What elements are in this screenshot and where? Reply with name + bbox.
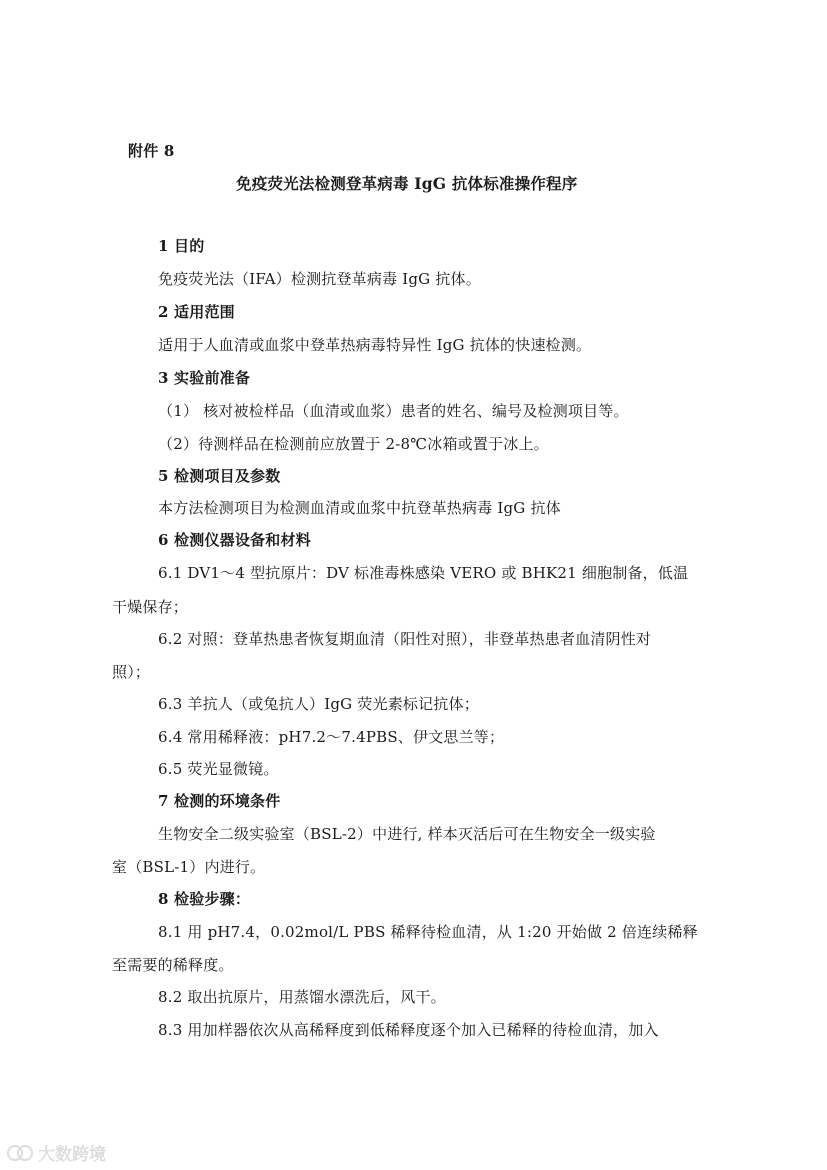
section-6-heading: 6 检测仪器设备和材料 [158,531,311,549]
section-3-heading: 3 实验前准备 [158,369,251,387]
section-3-item-2: （2）待测样品在检测前应放置于 2-8℃冰箱或置于冰上。 [158,435,549,453]
watermark [6,1140,106,1165]
section-8-1-line-1: 8.1 用 pH7.4，0.02mol/L PBS 稀释待检血清，从 1:20 开始做 2 倍连续稀释 [158,923,698,941]
section-7-line-1: 生物安全二级实验室（BSL-2）中进行, 样本灭活后可在生物安全一级实验 [158,825,656,843]
section-5-heading: 5 检测项目及参数 [158,467,281,485]
section-6-1-line-1: 6.1 DV1～4 型抗原片：DV 标准毒株感染 VERO 或 BHK21 细胞制备，低温 [158,564,689,582]
section-1-text: 免疫荧光法（IFA）检测抗登革病毒 IgG 抗体。 [158,270,481,288]
section-8-1-line-2: 至需要的稀释度。 [112,956,234,974]
section-6-3: 6.3 羊抗人（或兔抗人）IgG 荧光素标记抗体； [158,695,479,713]
attachment-label: 附件 8 [128,142,175,160]
section-3-item-1: （1） 核对被检样品（血清或血浆）患者的姓名、编号及检测项目等。 [158,402,629,420]
document-title: 免疫荧光法检测登革病毒 IgG 抗体标准操作程序 [236,174,578,193]
section-6-2-line-1: 6.2 对照：登革热患者恢复期血清（阳性对照），非登革热患者血清阴性对 [158,630,652,648]
section-5-text: 本方法检测项目为检测血清或血浆中抗登革热病毒 IgG 抗体 [158,499,561,517]
section-6-4: 6.4 常用稀释液：pH7.2～7.4PBS、伊文思兰等； [158,728,505,746]
section-7-heading: 7 检测的环境条件 [158,792,281,810]
section-6-2-line-2: 照）； [112,663,151,681]
section-6-1-line-2: 干燥保存； [112,598,189,616]
section-6-5: 6.5 荧光显微镜。 [158,760,279,778]
watermark-text: 大数跨境 [38,1145,106,1165]
section-2-heading: 2 适用范围 [158,303,235,321]
section-8-2: 8.2 取出抗原片，用蒸馏水漂洗后，风干。 [158,988,446,1006]
section-8-3-line-1: 8.3 用加样器依次从高稀释度到低稀释度逐个加入已稀释的待检血清，加入 [158,1021,659,1039]
section-8-heading: 8 检验步骤： [158,890,251,908]
section-1-heading: 1 目的 [158,237,205,255]
section-7-line-2: 室（BSL-1）内进行。 [112,858,266,876]
logo-mark-icon [6,1143,34,1163]
section-2-text: 适用于人血清或血浆中登革热病毒特异性 IgG 抗体的快速检测。 [158,336,592,354]
